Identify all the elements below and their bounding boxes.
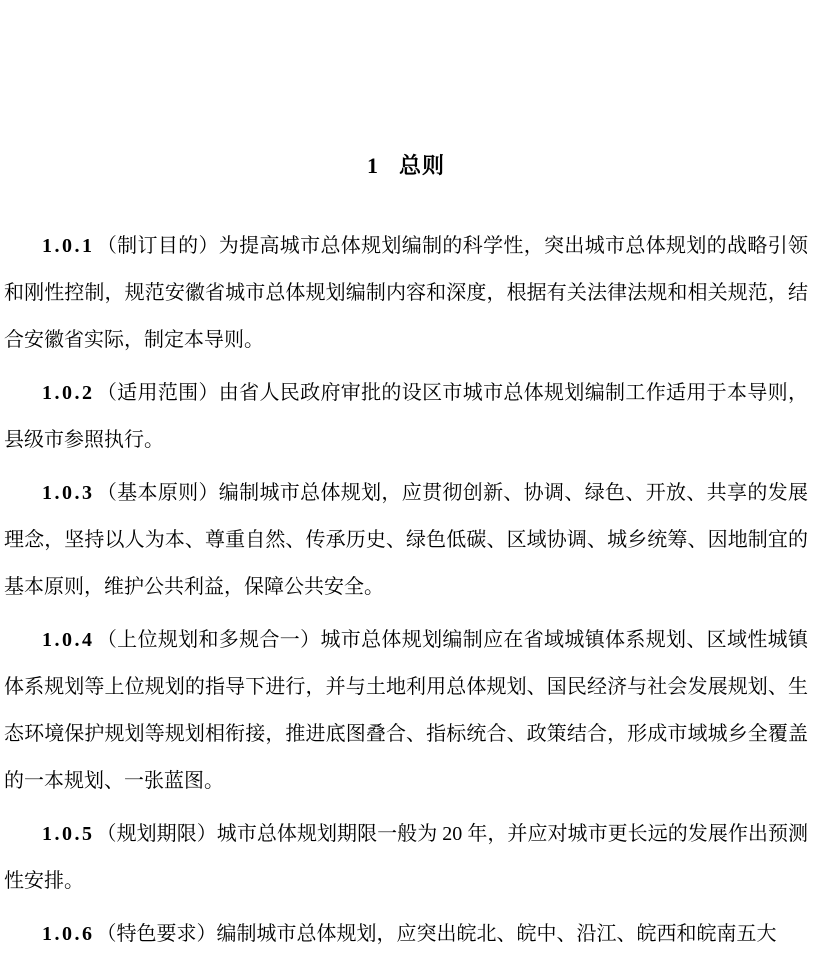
clause-paragraph-1-0-6	[4, 911, 808, 958]
clause-paragraph-1-0-4	[4, 617, 808, 805]
section-title-number: 1	[366, 153, 379, 178]
clause-text: （制订目的）为提高城市总体规划编制的科学性，突出城市总体规划的战略引领和刚性控制，规范安徽省城市总体规划编制内容和深度，根据有关法律法规和相关规范，结合安徽省实际，制定本导则。	[4, 235, 808, 351]
clause-number: 1.0.4	[42, 629, 95, 651]
clause-paragraph-1-0-3	[4, 470, 808, 611]
clause-text: （基本原则）编制城市总体规划，应贯彻创新、协调、绿色、开放、共享的发展理念，坚持以人为本、尊重自然、传承历史、绿色低碳、区域协调、城乡统筹、因地制宜的基本原则，维护公共利益，保障公共安全。	[4, 482, 808, 598]
clause-paragraph-1-0-5	[4, 811, 808, 905]
clause-text: （规划期限）城市总体规划期限一般为 20 年，并应对城市更长远的发展作出预测性安排。	[4, 823, 808, 892]
clause-number: 1.0.3	[42, 482, 95, 504]
clause-number: 1.0.1	[42, 235, 95, 257]
clause-number: 1.0.2	[42, 382, 95, 404]
clause-paragraph-1-0-2	[4, 370, 808, 464]
section-title	[4, 151, 808, 181]
clause-text: （特色要求）编制城市总体规划，应突出皖北、皖中、沿江、皖西和皖南五大	[96, 923, 777, 945]
clause-text: （适用范围）由省人民政府审批的设区市城市总体规划编制工作适用于本导则，县级市参照执行。	[4, 382, 808, 451]
clause-text: （上位规划和多规合一）城市总体规划编制应在省域城镇体系规划、区域性城镇体系规划等上位规划的指导下进行，并与土地利用总体规划、国民经济与社会发展规划、生态环境保护规划等规划相衔接，推进底图叠合、指标统合、政策结合，形成市域城乡全覆盖的一本规划、一张蓝图。	[4, 629, 808, 792]
clause-paragraph-1-0-1	[4, 223, 808, 364]
clause-number: 1.0.6	[42, 923, 95, 945]
section-title-text: 总则	[398, 153, 445, 178]
clause-number: 1.0.5	[42, 823, 95, 845]
